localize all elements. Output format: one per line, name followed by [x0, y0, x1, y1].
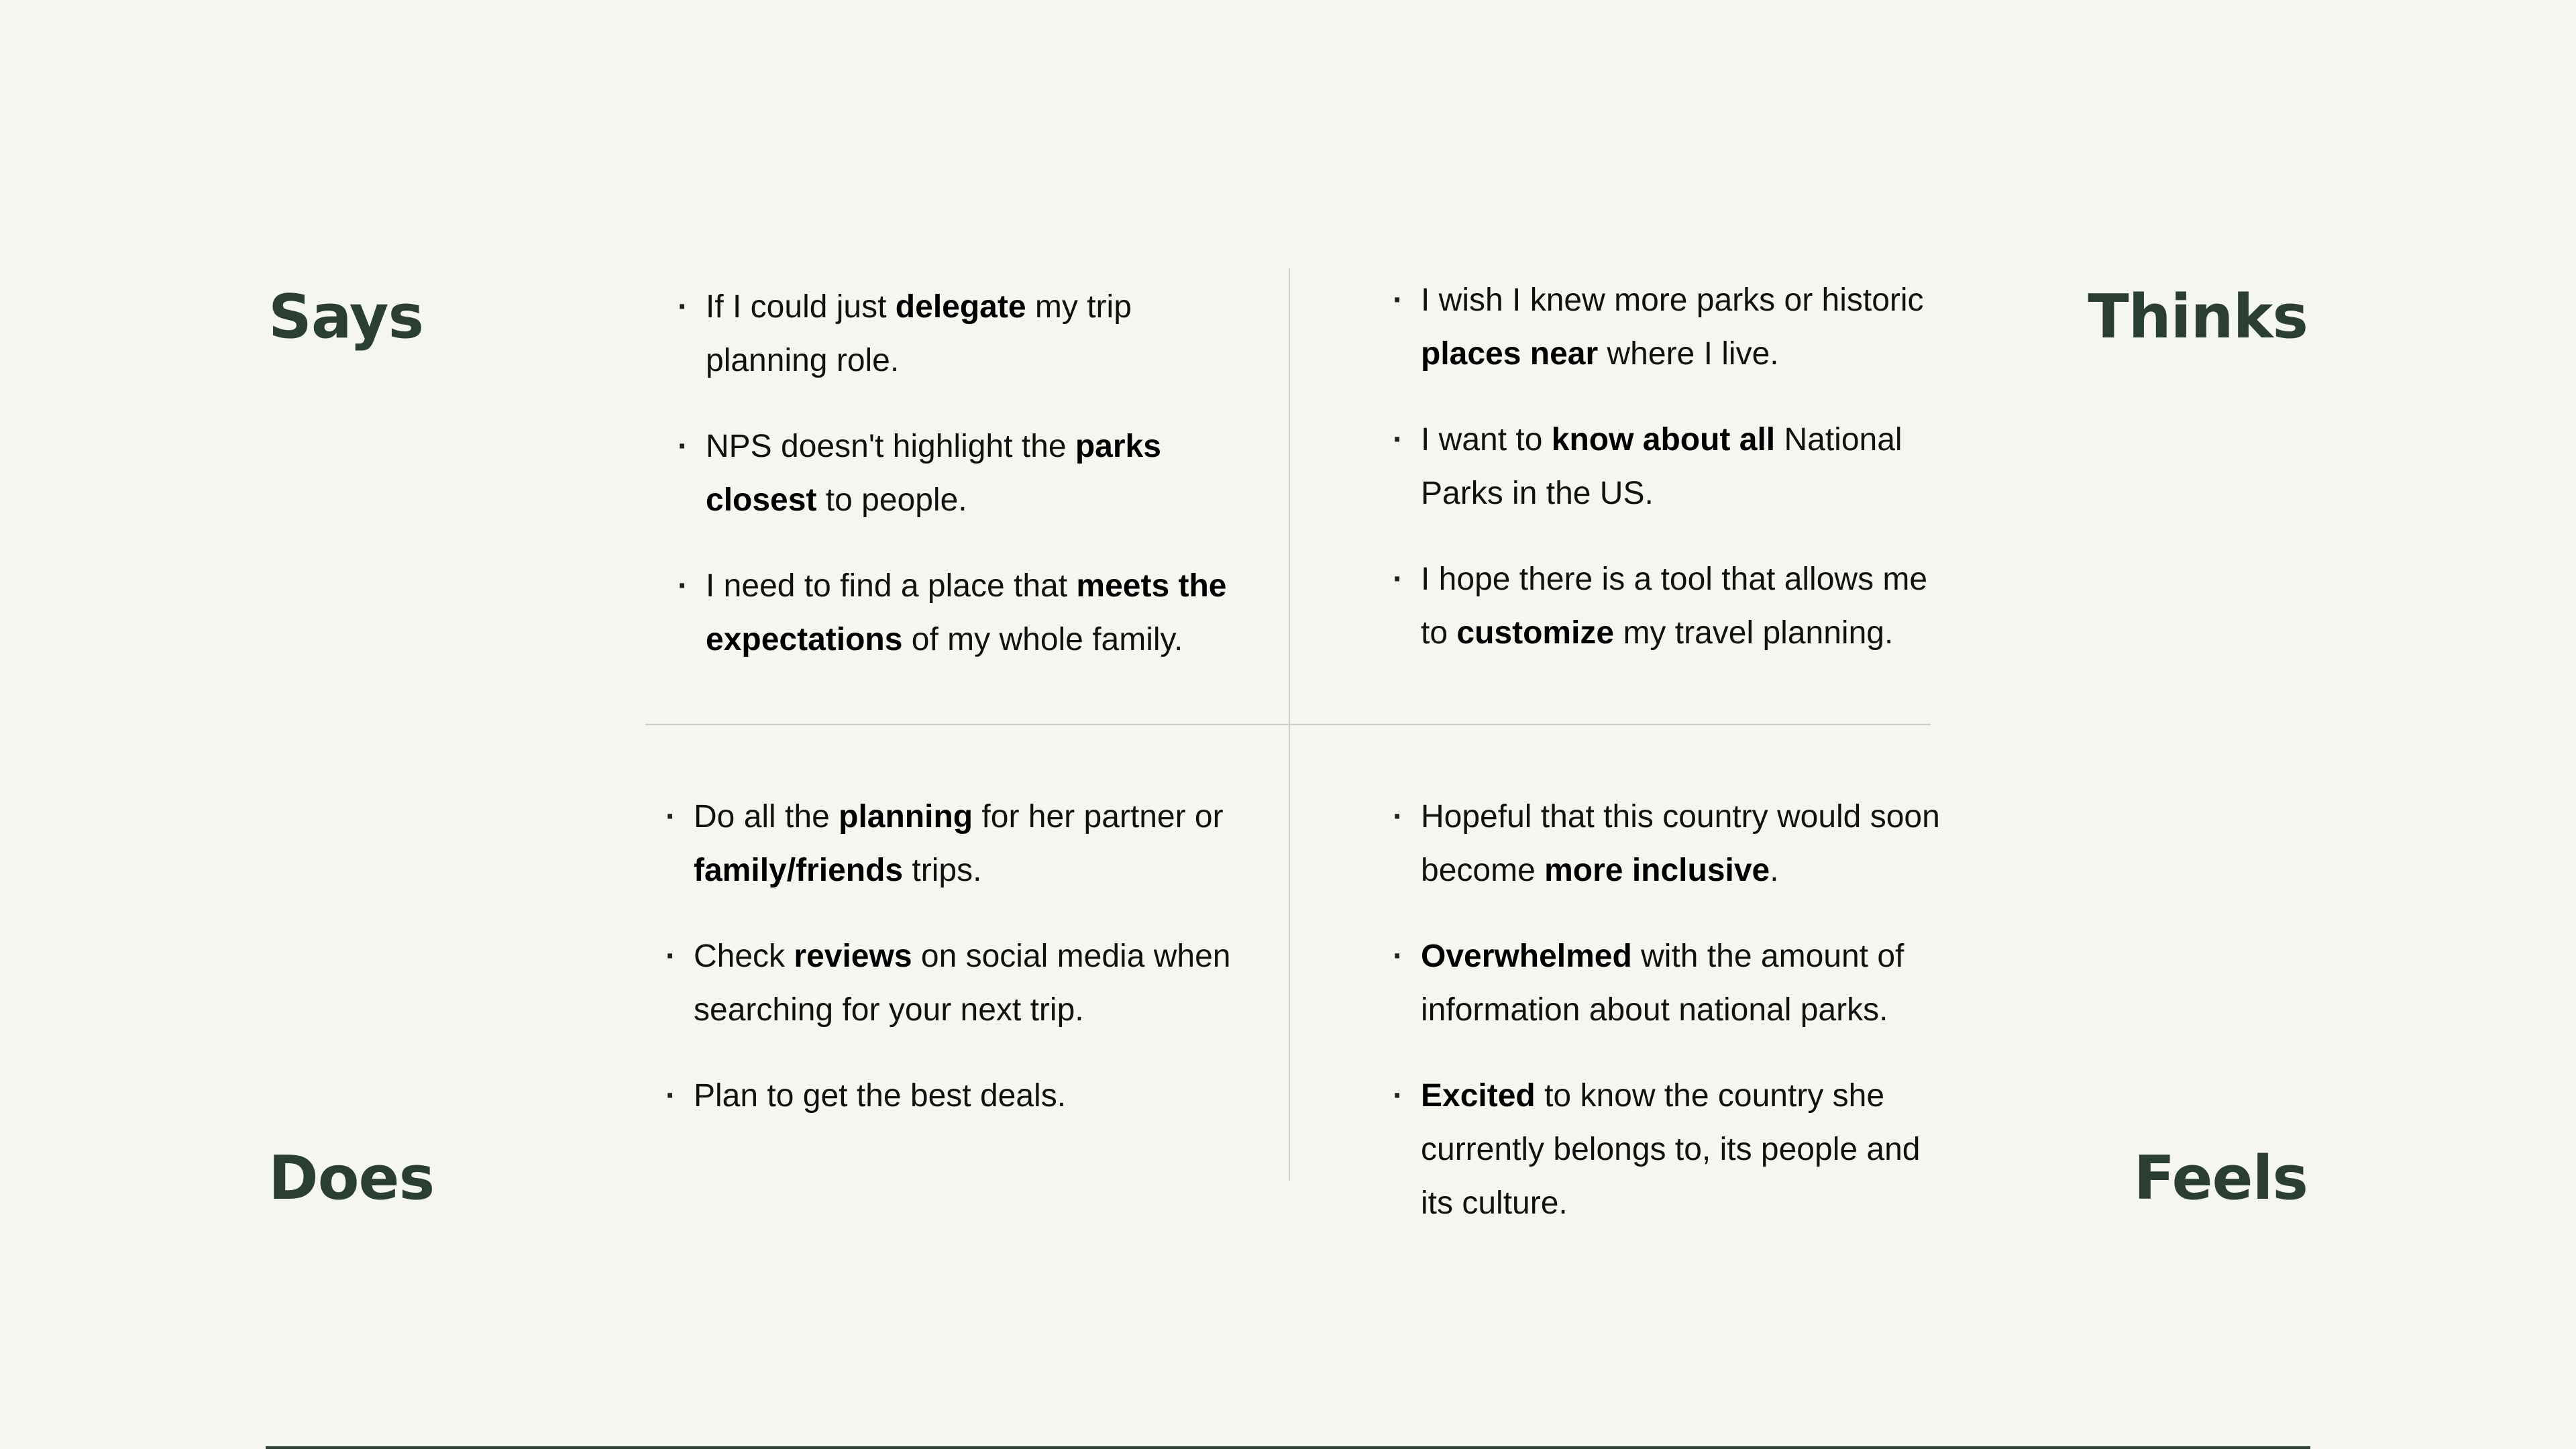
bullet-text: of my whole family.	[902, 622, 1183, 657]
feels-list	[1393, 790, 1949, 1263]
feels-title: Feels	[2133, 1143, 2308, 1214]
bullet-emphasis: know about all	[1551, 422, 1776, 458]
bullet-text: I want to	[1421, 422, 1552, 458]
bullet-text: Do all the	[694, 799, 839, 835]
does-title: Does	[268, 1143, 435, 1214]
bullet-emphasis: customize	[1456, 615, 1615, 651]
bullet-text: on social media when searching for your next trip.	[694, 938, 1231, 1028]
bullet-text: NPS doesn't highlight the	[706, 429, 1075, 464]
bullet-emphasis: Overwhelmed	[1421, 938, 1632, 974]
bullet-text: If I could just	[706, 289, 896, 325]
thinks-title: Thinks	[2088, 282, 2308, 352]
feels-list-item	[1393, 930, 1949, 1037]
does-list-item	[665, 930, 1242, 1037]
footer-rule	[266, 1446, 2310, 1449]
bullet-text: Hopeful that this country would soon become	[1421, 799, 1940, 888]
says-list-item	[678, 559, 1241, 667]
bullet-emphasis: places near	[1421, 336, 1599, 372]
bullet-emphasis: planning	[839, 799, 973, 835]
horizontal-divider	[645, 724, 1931, 725]
does-list	[665, 790, 1242, 1155]
bullet-emphasis: reviews	[794, 938, 912, 974]
bullet-text: I hope there is a tool that allows me to	[1421, 561, 1928, 651]
does-list-item	[665, 790, 1242, 898]
feels-list-item	[1393, 1069, 1949, 1230]
bullet-text: National Parks in the US.	[1421, 422, 1902, 511]
bullet-text: I need to find a place that	[706, 568, 1077, 604]
bullet-emphasis: family/friends	[694, 853, 904, 888]
bullet-text: Check	[694, 938, 794, 974]
bullet-text: Plan to get the best deals.	[694, 1078, 1067, 1114]
bullet-text: where I live.	[1598, 336, 1779, 372]
bullet-text: my trip planning role.	[706, 289, 1132, 378]
says-list-item	[678, 420, 1241, 527]
says-title: Says	[268, 282, 424, 352]
bullet-text: .	[1770, 853, 1779, 888]
bullet-text: I wish I knew more parks or historic	[1421, 282, 1924, 318]
bullet-text: with the amount of information about national parks.	[1421, 938, 1904, 1028]
thinks-list	[1393, 274, 1949, 692]
bullet-emphasis: delegate	[895, 289, 1026, 325]
says-list	[678, 280, 1241, 699]
thinks-list-item	[1393, 274, 1949, 381]
bullet-text: my travel planning.	[1614, 615, 1894, 651]
does-list-item	[665, 1069, 1242, 1123]
bullet-text: for her partner or	[973, 799, 1224, 835]
thinks-list-item	[1393, 413, 1949, 521]
says-list-item	[678, 280, 1241, 388]
bullet-emphasis: Excited	[1421, 1078, 1536, 1114]
bullet-text: to people.	[816, 482, 967, 518]
bullet-emphasis: meets the expectations	[706, 568, 1227, 657]
bullet-emphasis: parks closest	[706, 429, 1161, 518]
feels-list-item	[1393, 790, 1949, 898]
bullet-text: to know the country she currently belongs to, its people and its culture.	[1421, 1078, 1921, 1221]
bullet-text: trips.	[903, 853, 982, 888]
thinks-list-item	[1393, 553, 1949, 660]
bullet-emphasis: more inclusive	[1544, 853, 1770, 888]
